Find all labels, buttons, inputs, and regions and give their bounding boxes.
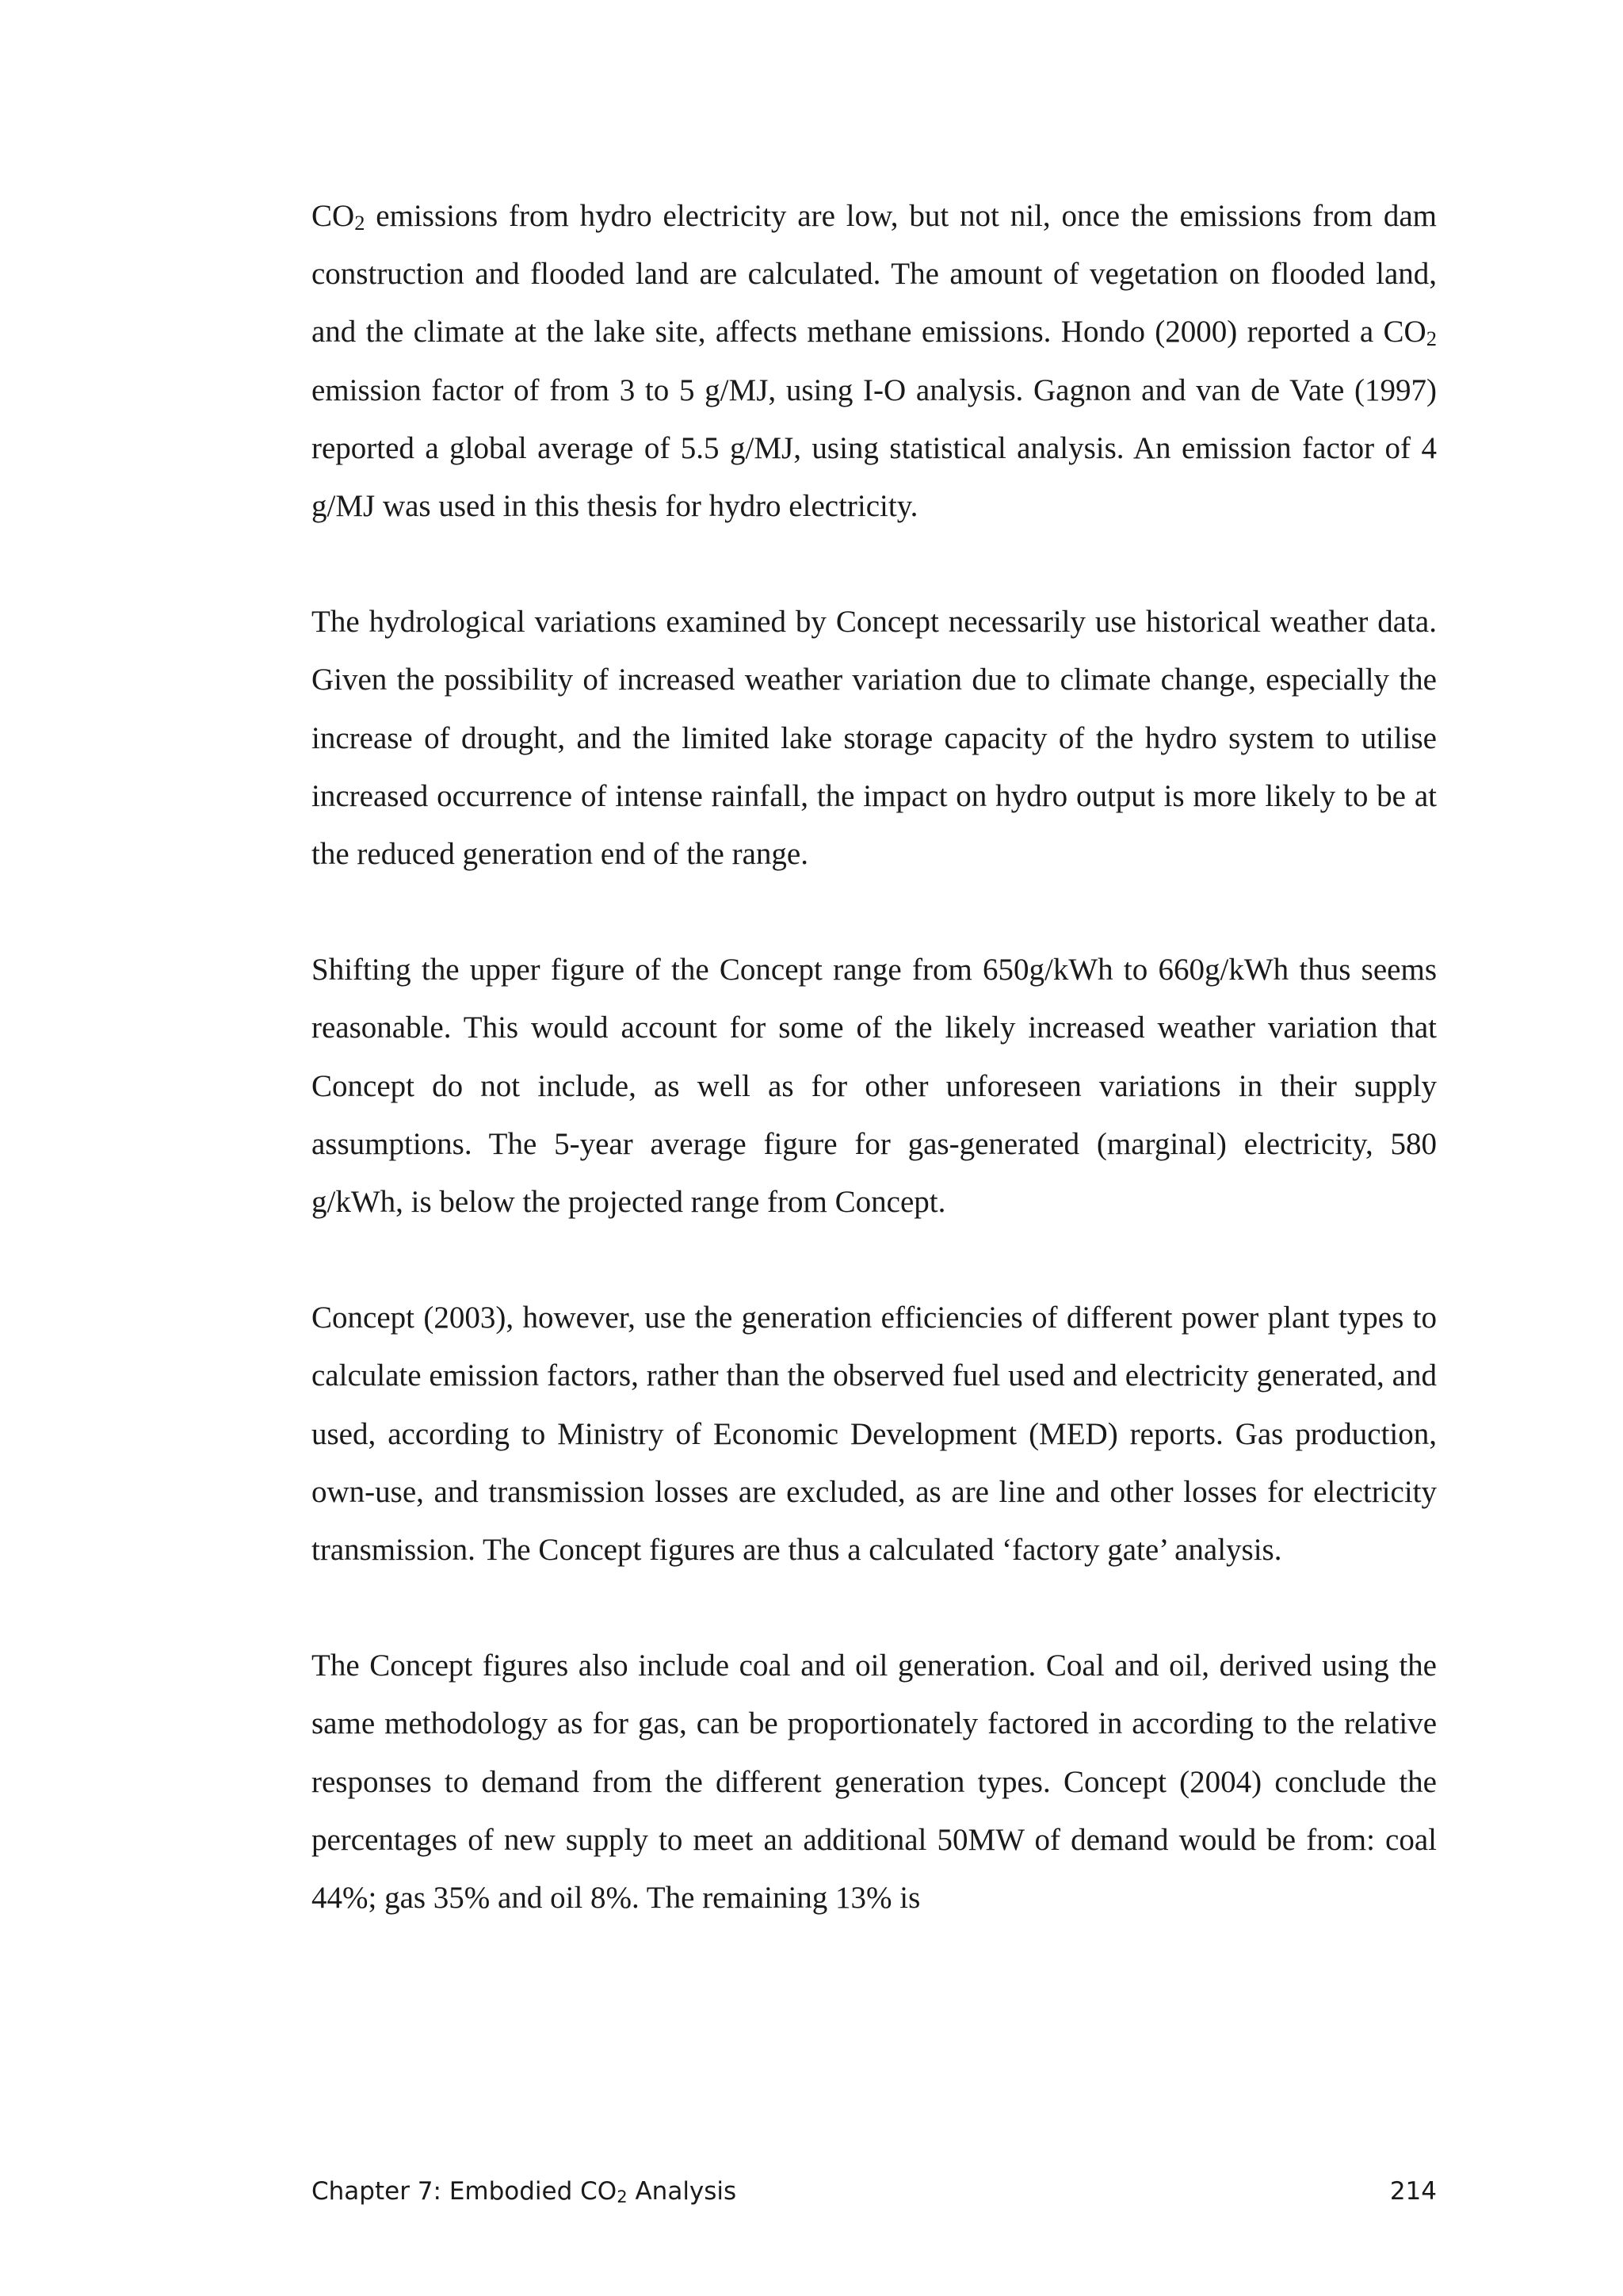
footer-subscript-2: 2 <box>617 2186 628 2206</box>
page-number: 214 <box>1389 2177 1437 2206</box>
paragraph-hydro-emissions <box>311 187 1437 535</box>
paragraph-generation-efficiencies: Concept (2003), however, use the generation efficiencies of different power plant types to calculate emission factors, rather than the observed fuel used and electricity generated, and used, according to Ministry of Economic Development (MED) reports. Gas production, own-use, and transmission losses are excluded, as are line and other losses for electricity transmission. The Concept figures are thus a calculated ‘factory gate’ analysis. <box>311 1301 1437 1568</box>
subscript-2: 2 <box>1426 327 1437 351</box>
page-footer <box>311 2177 1437 2212</box>
footer-chapter-suffix: Analysis <box>627 2177 737 2206</box>
footer-chapter-prefix: Chapter 7: Embodied CO <box>311 2177 617 2206</box>
paragraph-text: emissions from hydro electricity are low, but not nil, once the emissions from dam construction and flooded land are calculated. The amount of vegetation on flooded land, and the climate at the lake site, affects methane emissions. Hondo (2000) reported a CO <box>311 199 1437 350</box>
subscript-2: 2 <box>354 210 365 235</box>
paragraph-concept-range: Shifting the upper figure of the Concept range from 650g/kWh to 660g/kWh thus seems reasonable. This would account for some of the likely increased weather variation that Concept do not include, as well as for other unforeseen variations in their supply assumptions. The 5-year average figure for gas-generated (marginal) electricity, 580 g/kWh, is below the projected range from Concept. <box>311 953 1437 1220</box>
footer-chapter-title <box>311 2177 736 2206</box>
co2-prefix: CO <box>311 199 355 233</box>
paragraph-coal-oil: The Concept figures also include coal and oil generation. Coal and oil, derived using the same methodology as for gas, can be proportionately factored in according to the relative responses to demand from the different generation types. Concept (2004) conclude the percentages of new supply to meet an additional 50MW of demand would be from: coal 44%; gas 35% and oil 8%. The remaining 13% is <box>311 1648 1437 1916</box>
paragraph-hydrological-variations: The hydrological variations examined by Concept necessarily use historical weather data. Given the possibility of increased weather variation due to climate change, especially the increase of drought, and the limited lake storage capacity of the hydro system to utilise increased occurrence of intense rainfall, the impact on hydro output is more likely to be at the reduced generation end of the range. <box>311 605 1437 872</box>
paragraph-text: emission factor of from 3 to 5 g/MJ, using I-O analysis. Gagnon and van de Vate (1997) reported a global average of 5.5 g/MJ, using statistical analysis. An emission factor of 4 g/MJ was used in this thesis for hydro electricity. <box>311 372 1437 524</box>
page-body <box>311 187 1437 1927</box>
